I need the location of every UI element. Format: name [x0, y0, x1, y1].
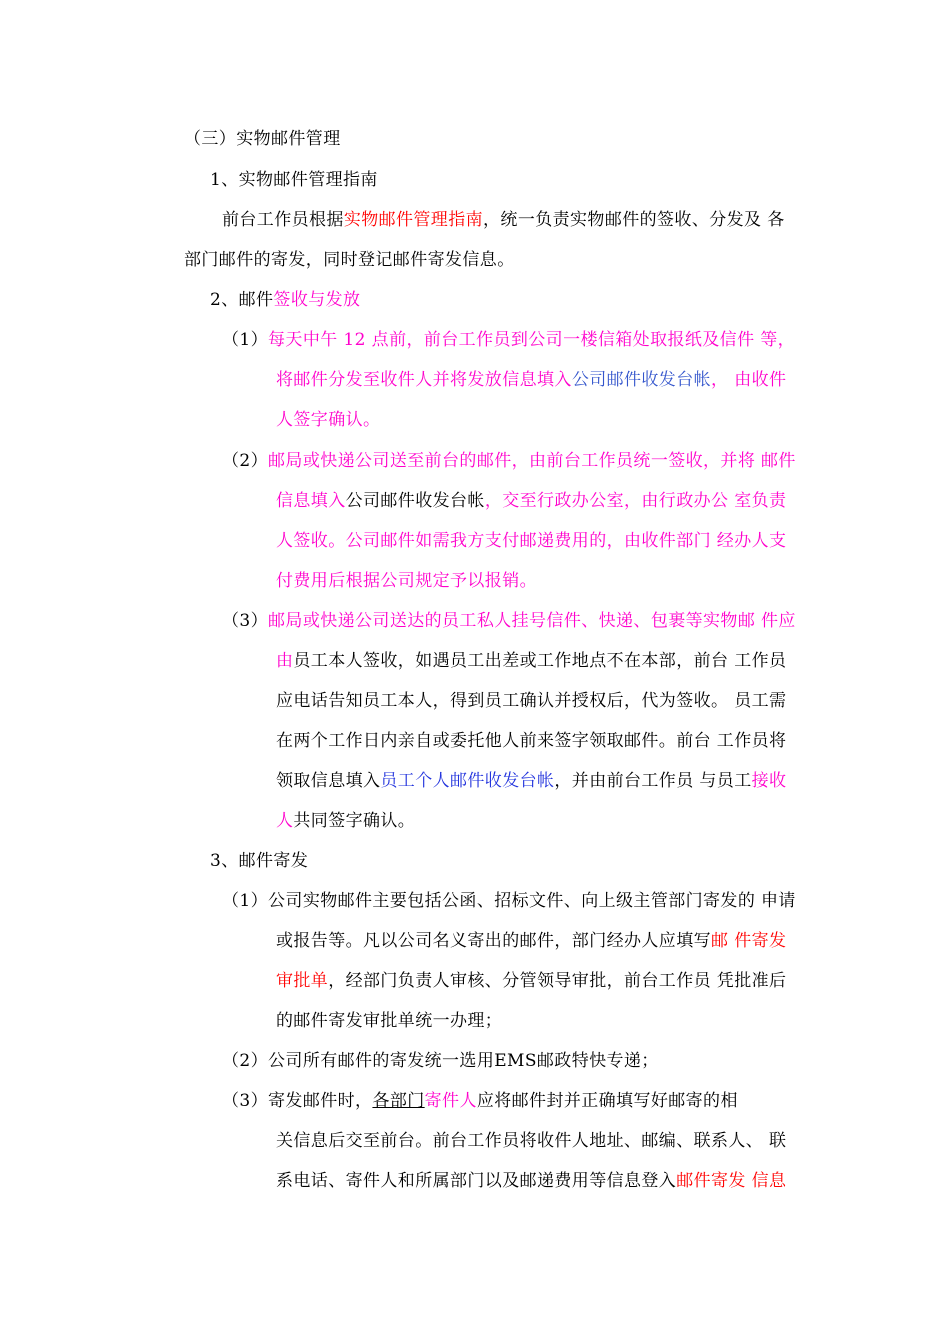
highlight-guide-name: 实物邮件管理指南 — [343, 210, 484, 230]
item-2-3-line-5: 领取信息填入员工个人邮件收发台帐，并由前台工作员 与员工接收 — [276, 771, 787, 791]
item-2-2-line-3: 人签收。公司邮件如需我方支付邮递费用的，由收件部门 经办人支 — [276, 531, 787, 551]
paragraph-1-line-1: 前台工作员根据实物邮件管理指南，统一负责实物邮件的签收、分发及 各 — [222, 210, 785, 230]
item-2-1-line-1: （1）每天中午 12 点前，前台工作员到公司一楼信箱处取报纸及信件 等， — [222, 330, 796, 350]
item-3-3-line-3: 系电话、寄件人和所属部门以及邮递费用等信息登入邮件寄发 信息 — [276, 1171, 787, 1191]
ledger-link-personal: 员工个人邮件收发台帐 — [380, 771, 555, 791]
heading-2-highlight: 签收与发放 — [273, 290, 361, 310]
item-3-1-line-1: （1）公司实物邮件主要包括公函、招标文件、向上级主管部门寄发的 申请 — [222, 891, 796, 911]
ledger-link-company: 公司邮件收发台帐 — [571, 370, 712, 390]
item-3-1-line-4: 的邮件寄发审批单统一办理； — [276, 1011, 503, 1031]
item-3-1-line-3: 审批单，经部门负责人审核、分管领导审批，前台工作员 凭批准后 — [276, 971, 787, 991]
heading-2: 2、邮件签收与发放 — [210, 290, 361, 310]
paragraph-1-line-2: 部门邮件的寄发，同时登记邮件寄发信息。 — [184, 250, 515, 270]
item-2-2-line-1: （2）邮局或快递公司送至前台的邮件，由前台工作员统一签收，并将 邮件 — [222, 451, 796, 471]
item-2-3-line-1: （3）邮局或快递公司送达的员工私人挂号信件、快递、包裹等实物邮 件应 — [222, 611, 796, 631]
heading-3: 3、邮件寄发 — [210, 851, 309, 871]
item-2-3-line-2: 由员工本人签收，如遇员工出差或工作地点不在本部，前台 工作员 — [276, 651, 787, 671]
item-3-2-line-1: （2）公司所有邮件的寄发统一选用EMS邮政特快专递； — [222, 1051, 659, 1071]
item-2-3-line-6: 人共同签字确认。 — [276, 811, 416, 831]
item-2-2-line-2: 信息填入公司邮件收发台帐，交至行政办公室，由行政办公 室负责 — [276, 491, 787, 511]
heading-1: 1、实物邮件管理指南 — [210, 170, 378, 190]
item-3-3-line-2: 关信息后交至前台。前台工作员将收件人地址、邮编、联系人、 联 — [276, 1131, 787, 1151]
item-2-1-line-3: 人签字确认。 — [276, 410, 381, 430]
item-2-3-line-4: 在两个工作日内亲自或委托他人前来签字领取邮件。前台 工作员将 — [276, 731, 787, 751]
item-3-3-line-1: （3）寄发邮件时，各部门寄件人应将邮件封并正确填写好邮寄的相 — [222, 1091, 738, 1111]
item-2-2-line-4: 付费用后根据公司规定予以报销。 — [276, 571, 537, 591]
item-3-1-line-2: 或报告等。凡以公司名义寄出的邮件，部门经办人应填写邮 件寄发 — [276, 931, 787, 951]
section-title: （三）实物邮件管理 — [184, 129, 341, 149]
item-2-1-line-2: 将邮件分发至收件人并将发放信息填入公司邮件收发台帐， 由收件 — [276, 370, 787, 390]
item-2-3-line-3: 应电话告知员工本人，得到员工确认并授权后，代为签收。 员工需 — [276, 691, 787, 711]
